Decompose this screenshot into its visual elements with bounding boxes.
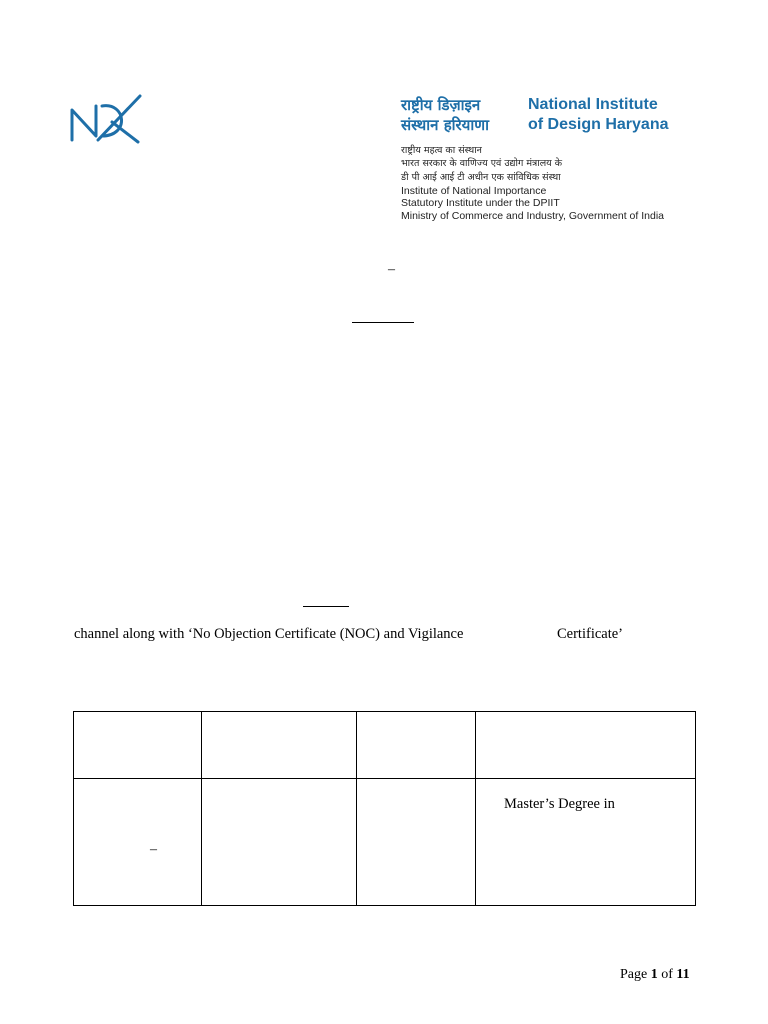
institute-name-english: National Institute of Design Haryana [528, 96, 669, 133]
table-cell [476, 712, 696, 779]
table-cell [357, 712, 476, 779]
table-cell [202, 712, 357, 779]
dash-mark: – [388, 262, 395, 277]
institute-subtitle-hindi: राष्ट्रीय महत्व का संस्थान भारत सरकार के वाणिज्य एवं उद्योग मंत्रालय के डी पी आई आई टी अधीन एक सांविधिक संस्था [401, 145, 563, 183]
underline-rule [303, 606, 349, 607]
table-row [74, 712, 696, 779]
institute-subtitle-english: Institute of National Importance Statutory Institute under the DPIIT Ministry of Commerce and Industry, Government of India [401, 185, 664, 222]
page-number: Page 1 of 11 [620, 967, 690, 982]
table-cell [74, 779, 202, 906]
table-cell-text: Master’s Degree in [504, 796, 615, 812]
table-cell [357, 779, 476, 906]
table-cell [202, 779, 357, 906]
body-text-certificate: Certificate’ [557, 626, 624, 642]
table-cell-dash: – [150, 842, 157, 857]
nid-haryana-logo-icon [68, 92, 144, 146]
underline-rule [352, 322, 414, 323]
institute-name-hindi: राष्ट्रीय डिज़ाइन संस्थान हरियाणा [401, 96, 489, 134]
table-cell [74, 712, 202, 779]
body-text-line: channel along with ‘No Objection Certificate (NOC) and Vigilance [74, 626, 464, 642]
